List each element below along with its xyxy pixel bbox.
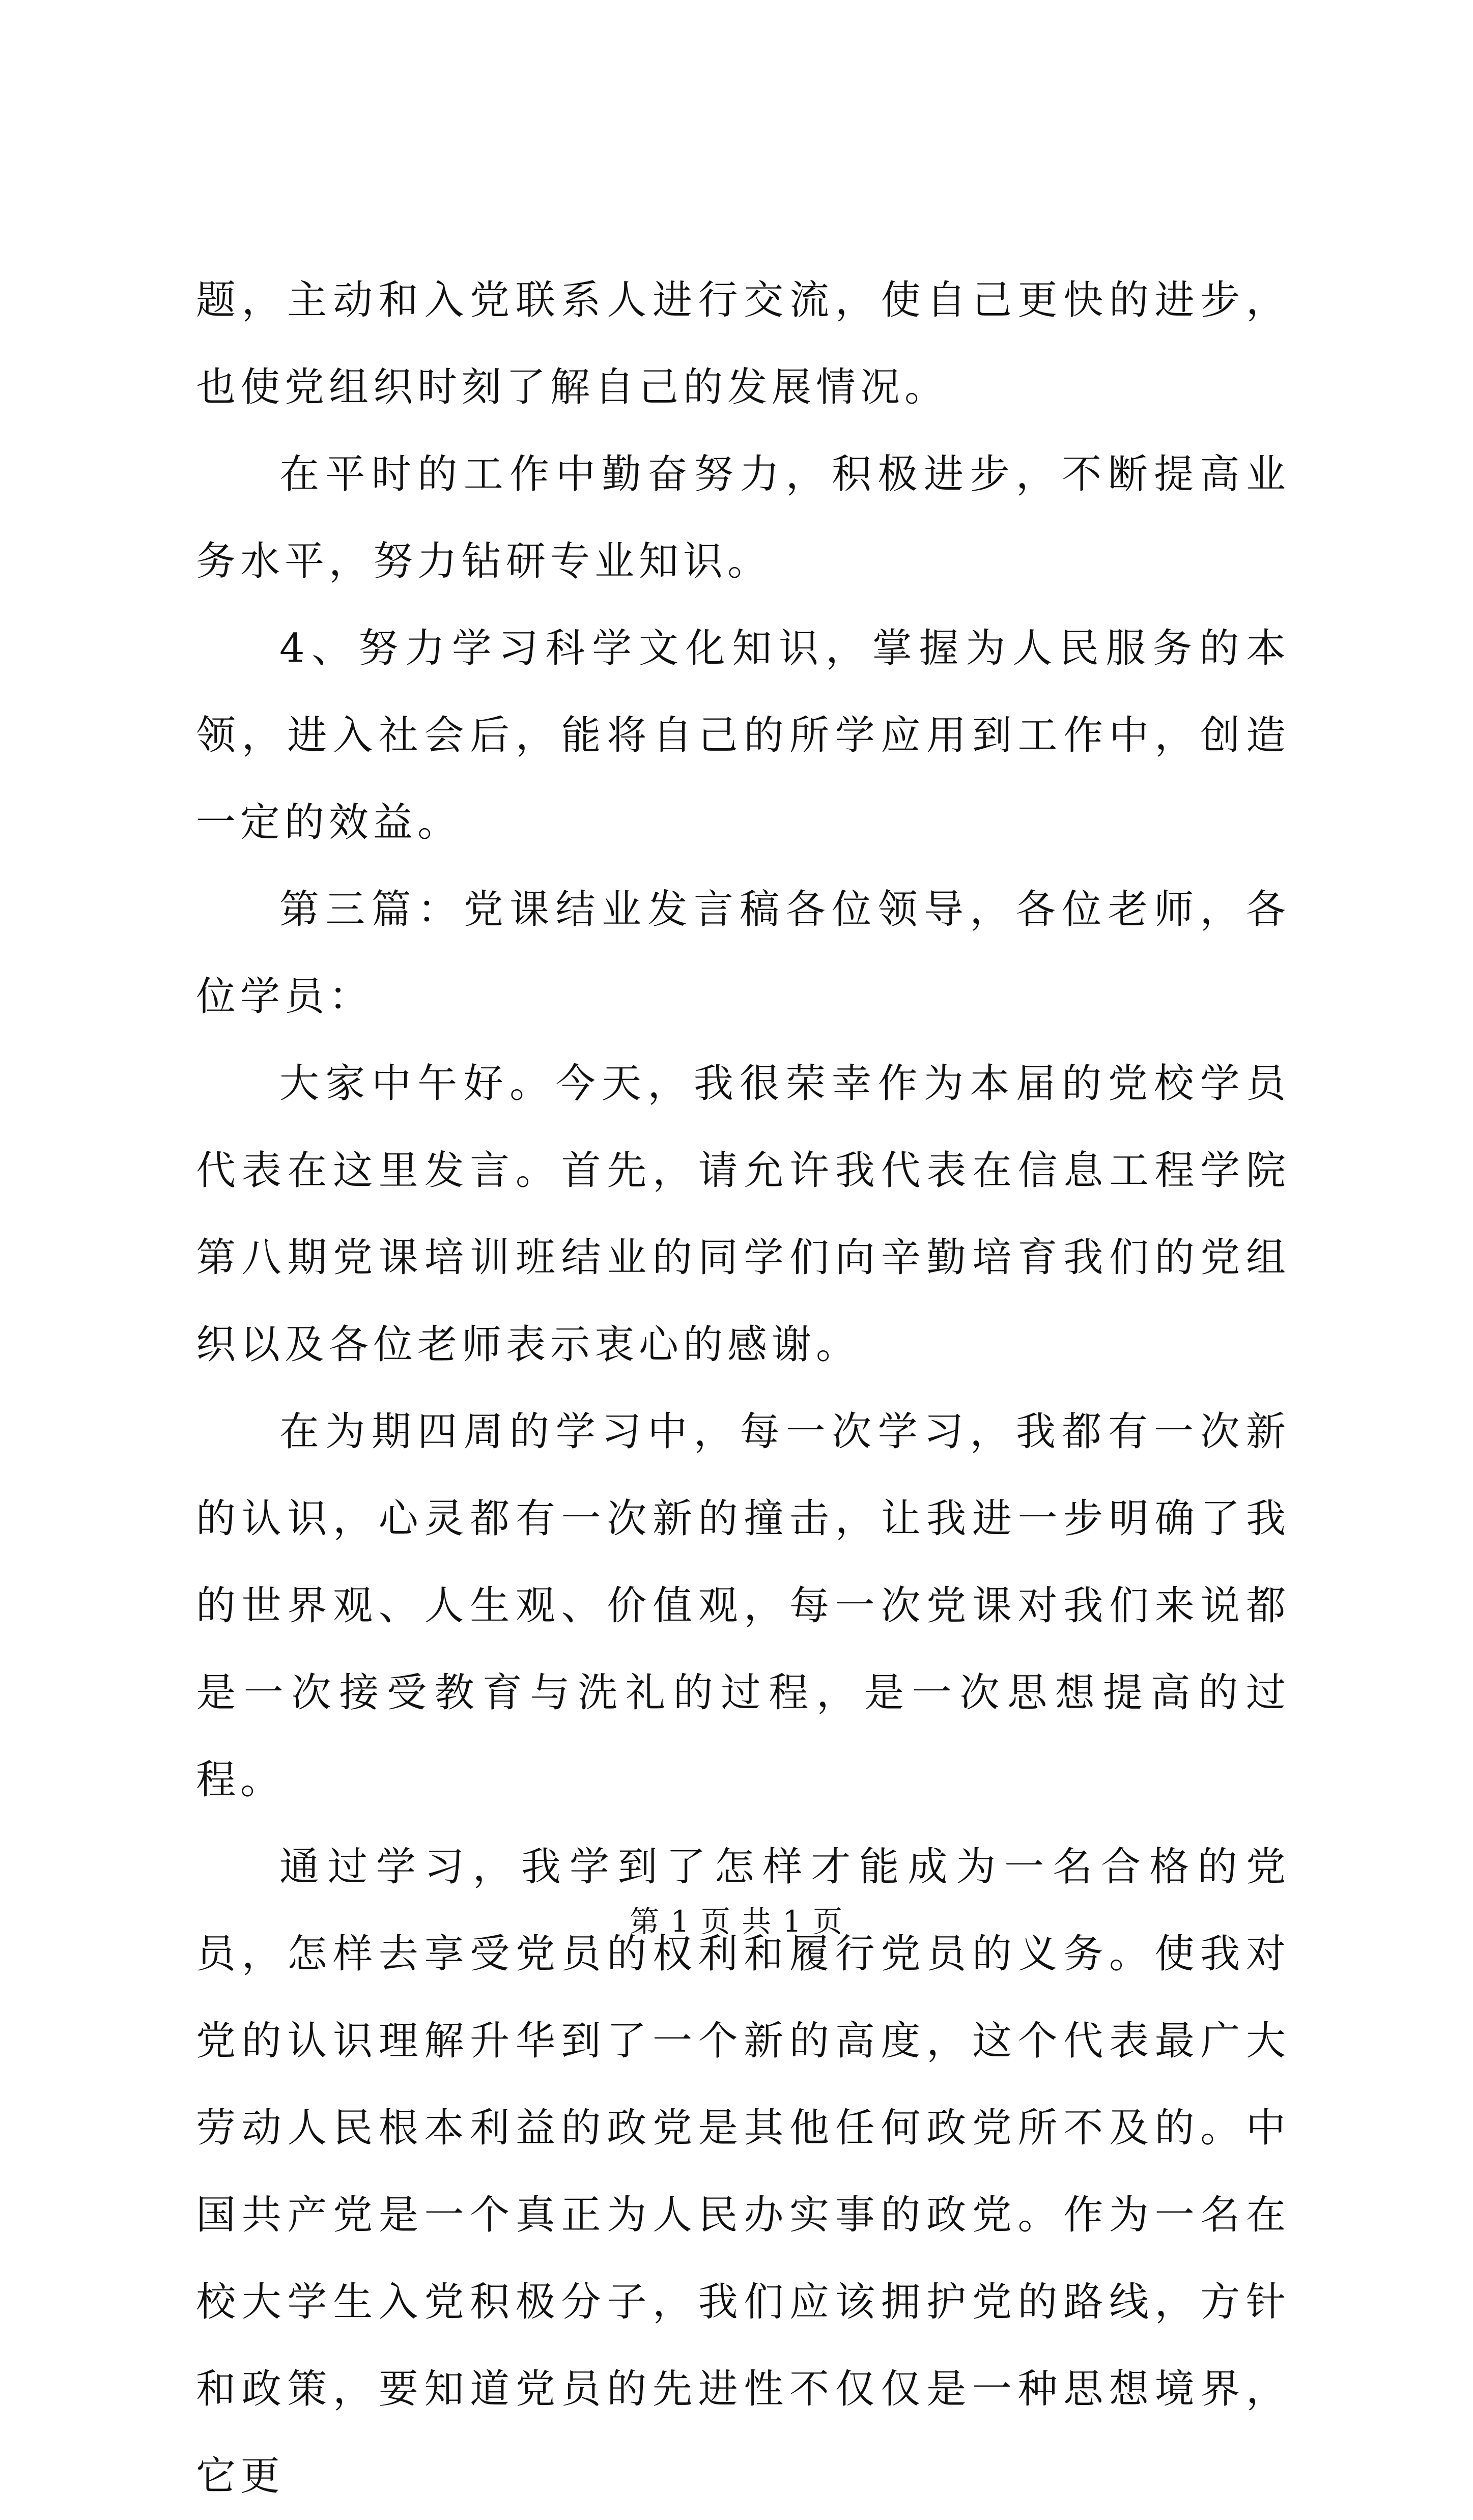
paragraph-greeting: 大家中午好。今天，我很荣幸作为本届的党校学员代表在这里发言。首先，请允许我代表在信息工程学院第八期党课培训班结业的同学们向辛勤培育我们的党组织以及各位老师表示衷心的感谢。 (196, 1061, 1290, 1368)
paragraph-through-study: 通过学习，我学到了怎样才能成为一名合格的党员，怎样去享受党员的权利和履行党员的义务。使我对党的认识理解升华到了一个新的高度，这个代表最广大劳动人民根本利益的政党是其他任何政党所不及的。中国共产党是一个真正为人民办实事的政党。作为一名在校大学生入党积极分子，我们应该拥护党的路线，方针和政策，要知道党员的先进性不仅仅是一种思想境界，它更 (196, 1844, 1290, 2499)
paragraph-item-4: 4、努力学习科学文化知识，掌握为人民服务的本领，进入社会后，能将自己的所学应用到工作中，创造一定的效益。 (196, 626, 1290, 845)
page-number-footer: 第 1 页 共 1 页 (630, 1904, 843, 1939)
paragraph-section-3-heading: 第三篇：党课结业发言稿各位领导，各位老师，各位学员： (196, 887, 1290, 1020)
paragraph-continuation: 题，主动和入党联系人进行交流，使自己更快的进步，也使党组织时刻了解自己的发展情况。 (196, 277, 1290, 410)
document-body (196, 257, 1290, 2520)
paragraph-work-diligence: 在平时的工作中勤奋努力，积极进步，不断提高业务水平，努力钻研专业知识。 (196, 451, 1290, 584)
paragraph-four-weeks: 在为期四周的学习中，每一次学习，我都有一次新的认识，心灵都有一次新的撞击，让我进一步明确了我的世界观、人生观、价值观，每一次党课对我们来说都是一次接受教育与洗礼的过程，是一次思想提高的过程。 (196, 1409, 1290, 1803)
